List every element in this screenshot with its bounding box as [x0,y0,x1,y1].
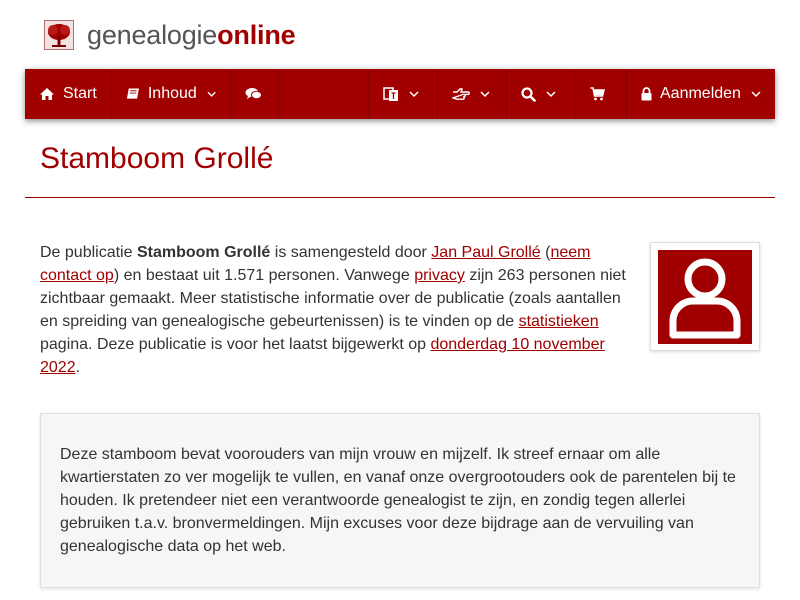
intro-text: pagina. Deze publicatie is voor het laatst bijgewerkt op [40,336,431,353]
chevron-down-icon [207,91,216,98]
title-divider [25,197,775,198]
nav-inhoud-label: Inhoud [147,85,197,102]
lock-icon [641,87,652,101]
nav-language[interactable] [369,69,438,119]
contact-link[interactable]: neem contact op [40,244,591,284]
intro-text: ) en bestaat uit 1.571 personen. Vanwege [113,267,415,284]
intro-text: . [75,359,81,376]
nav-aanmelden-label: Aanmelden [660,85,741,102]
publication-name: Stamboom Grollé [136,244,271,261]
main-navbar [25,69,775,119]
tree-logo-icon [44,20,74,50]
nav-start[interactable] [25,69,112,119]
intro-text: is samengesteld door [270,244,432,261]
comments-icon [245,87,262,101]
nav-cart[interactable] [576,69,627,119]
nav-inhoud[interactable] [112,69,231,119]
nav-start-label: Start [63,85,97,102]
nav-actions[interactable] [438,69,507,119]
nav-forum[interactable] [231,69,279,119]
site-name: genealogieonline [87,20,296,50]
search-icon [521,87,536,102]
hand-pointer-icon [452,87,470,101]
site-logo-link[interactable] [44,18,295,52]
page-title: Stamboom Grollé [40,142,274,175]
home-icon [39,87,55,101]
nav-aanmelden[interactable] [627,69,775,119]
user-icon [665,255,745,339]
author-avatar[interactable] [650,242,760,351]
nav-spacer [279,69,369,119]
chevron-down-icon [480,91,490,98]
chevron-down-icon [409,91,419,98]
publication-intro [40,241,635,379]
intro-text: De publicatie [40,244,137,261]
book-icon [126,87,140,101]
publication-description-panel [40,413,760,588]
language-icon [383,87,399,102]
privacy-link[interactable]: privacy [414,267,465,284]
chevron-down-icon [546,91,556,98]
statistics-link[interactable]: statistieken [518,313,599,330]
intro-text: ( [540,244,551,261]
chevron-down-icon [751,91,761,98]
author-link[interactable]: Jan Paul Grollé [431,244,541,261]
nav-search[interactable] [507,69,576,119]
intro-text: zijn 263 personen niet zichtbaar gemaakt. Meer statistische informatie over de publicatie (zoals aantallen en spreiding van genealogische gebeurtenissen) is te vinden op de [40,267,626,330]
cart-icon [590,87,605,101]
avatar-background [658,250,752,344]
last-updated-link[interactable]: donderdag 10 november 2022 [40,336,605,376]
publication-description: Deze stamboom bevat voorouders van mijn vrouw en mijzelf. Ik streef ernaar om alle kwartierstaten zo ver mogelijk te vullen, en vanaf onze overgrootouders ook de parentelen bij te houden. Ik pretendeer niet een verantwoorde genealogist te zijn, en zondig tegen allerlei gebruiken t.a.v. bronvermeldingen. Mijn excuses voor deze bijdrage aan de vervuiling van genealogische data op het web. [60,446,736,555]
